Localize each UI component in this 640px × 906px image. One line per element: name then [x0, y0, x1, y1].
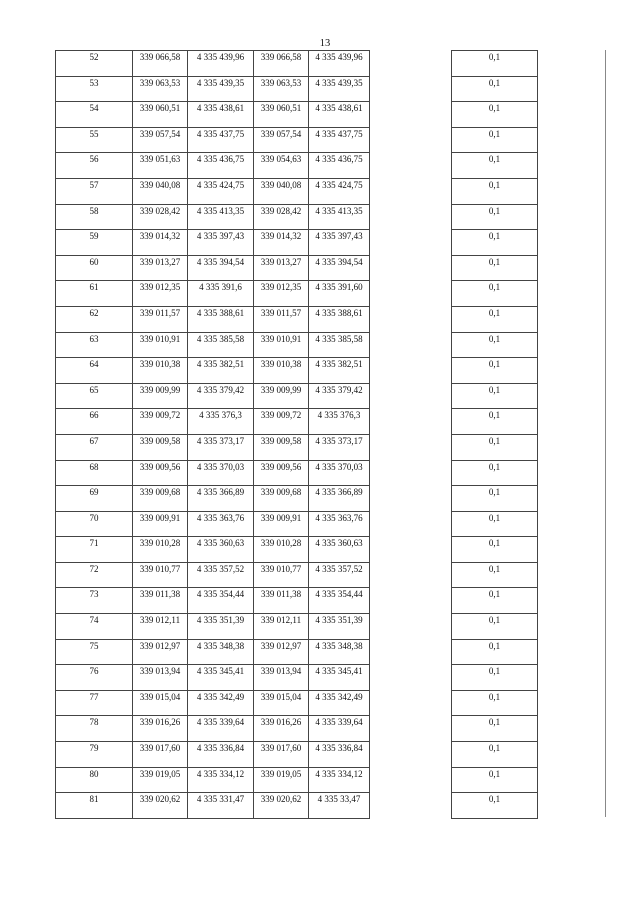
empty-tail-cell	[538, 358, 606, 384]
accuracy-cell: 0,1	[452, 716, 538, 742]
x-coordinate-cell-2: 339 057,54	[254, 127, 309, 153]
y-coordinate-cell-2: 4 335 424,75	[309, 178, 370, 204]
table-row	[56, 255, 606, 281]
empty-gap-cell	[370, 281, 452, 307]
empty-tail-cell	[538, 102, 606, 128]
x-coordinate-cell: 339 014,32	[133, 230, 188, 256]
empty-tail-cell	[538, 383, 606, 409]
y-coordinate-cell-2: 4 335 436,75	[309, 153, 370, 179]
point-number-cell: 76	[56, 665, 133, 691]
accuracy-cell: 0,1	[452, 614, 538, 640]
y-coordinate-cell-2: 4 335 334,12	[309, 767, 370, 793]
point-number-cell: 77	[56, 690, 133, 716]
empty-gap-cell	[370, 332, 452, 358]
table-row	[56, 562, 606, 588]
table-row	[56, 127, 606, 153]
x-coordinate-cell-2: 339 010,28	[254, 537, 309, 563]
empty-gap-cell	[370, 102, 452, 128]
x-coordinate-cell-2: 339 054,63	[254, 153, 309, 179]
table-row	[56, 614, 606, 640]
empty-gap-cell	[370, 230, 452, 256]
empty-gap-cell	[370, 76, 452, 102]
y-coordinate-cell: 4 335 376,3	[188, 409, 254, 435]
x-coordinate-cell-2: 339 019,05	[254, 767, 309, 793]
empty-tail-cell	[538, 409, 606, 435]
accuracy-cell: 0,1	[452, 255, 538, 281]
point-number-cell: 63	[56, 332, 133, 358]
empty-gap-cell	[370, 639, 452, 665]
empty-gap-cell	[370, 665, 452, 691]
y-coordinate-cell: 4 335 331,47	[188, 793, 254, 819]
empty-tail-cell	[538, 434, 606, 460]
accuracy-cell: 0,1	[452, 690, 538, 716]
y-coordinate-cell-2: 4 335 370,03	[309, 460, 370, 486]
y-coordinate-cell: 4 335 424,75	[188, 178, 254, 204]
x-coordinate-cell: 339 011,38	[133, 588, 188, 614]
accuracy-cell: 0,1	[452, 639, 538, 665]
y-coordinate-cell: 4 335 373,17	[188, 434, 254, 460]
y-coordinate-cell: 4 335 439,35	[188, 76, 254, 102]
empty-gap-cell	[370, 562, 452, 588]
empty-gap-cell	[370, 358, 452, 384]
empty-gap-cell	[370, 614, 452, 640]
empty-gap-cell	[370, 742, 452, 768]
y-coordinate-cell-2: 4 335 351,39	[309, 614, 370, 640]
point-number-cell: 74	[56, 614, 133, 640]
table-row	[56, 332, 606, 358]
y-coordinate-cell: 4 335 436,75	[188, 153, 254, 179]
y-coordinate-cell: 4 335 360,63	[188, 537, 254, 563]
x-coordinate-cell: 339 010,28	[133, 537, 188, 563]
empty-tail-cell	[538, 204, 606, 230]
accuracy-cell: 0,1	[452, 306, 538, 332]
table-row	[56, 486, 606, 512]
table-row	[56, 460, 606, 486]
empty-gap-cell	[370, 767, 452, 793]
x-coordinate-cell: 339 012,97	[133, 639, 188, 665]
table-row	[56, 434, 606, 460]
x-coordinate-cell: 339 011,57	[133, 306, 188, 332]
y-coordinate-cell-2: 4 335 363,76	[309, 511, 370, 537]
y-coordinate-cell-2: 4 335 438,61	[309, 102, 370, 128]
y-coordinate-cell-2: 4 335 336,84	[309, 742, 370, 768]
x-coordinate-cell-2: 339 012,97	[254, 639, 309, 665]
accuracy-cell: 0,1	[452, 793, 538, 819]
y-coordinate-cell-2: 4 335 366,89	[309, 486, 370, 512]
y-coordinate-cell: 4 335 354,44	[188, 588, 254, 614]
x-coordinate-cell-2: 339 014,32	[254, 230, 309, 256]
table-row	[56, 690, 606, 716]
x-coordinate-cell-2: 339 009,72	[254, 409, 309, 435]
empty-tail-cell	[538, 793, 606, 819]
table-row	[56, 383, 606, 409]
y-coordinate-cell-2: 4 335 437,75	[309, 127, 370, 153]
y-coordinate-cell-2: 4 335 379,42	[309, 383, 370, 409]
y-coordinate-cell: 4 335 382,51	[188, 358, 254, 384]
empty-gap-cell	[370, 460, 452, 486]
table-row	[56, 716, 606, 742]
table-row	[56, 306, 606, 332]
empty-gap-cell	[370, 486, 452, 512]
right-border-line	[605, 50, 606, 817]
accuracy-cell: 0,1	[452, 332, 538, 358]
y-coordinate-cell-2: 4 335 342,49	[309, 690, 370, 716]
x-coordinate-cell: 339 028,42	[133, 204, 188, 230]
empty-gap-cell	[370, 511, 452, 537]
y-coordinate-cell-2: 4 335 373,17	[309, 434, 370, 460]
point-number-cell: 68	[56, 460, 133, 486]
table-row	[56, 511, 606, 537]
y-coordinate-cell: 4 335 357,52	[188, 562, 254, 588]
empty-gap-cell	[370, 690, 452, 716]
y-coordinate-cell: 4 335 334,12	[188, 767, 254, 793]
empty-tail-cell	[538, 230, 606, 256]
point-number-cell: 79	[56, 742, 133, 768]
empty-tail-cell	[538, 690, 606, 716]
accuracy-cell: 0,1	[452, 588, 538, 614]
x-coordinate-cell: 339 017,60	[133, 742, 188, 768]
point-number-cell: 66	[56, 409, 133, 435]
y-coordinate-cell-2: 4 335 413,35	[309, 204, 370, 230]
x-coordinate-cell-2: 339 012,35	[254, 281, 309, 307]
accuracy-cell: 0,1	[452, 562, 538, 588]
table-row	[56, 281, 606, 307]
x-coordinate-cell-2: 339 040,08	[254, 178, 309, 204]
accuracy-cell: 0,1	[452, 178, 538, 204]
table-row	[56, 588, 606, 614]
x-coordinate-cell: 339 012,35	[133, 281, 188, 307]
point-number-cell: 57	[56, 178, 133, 204]
y-coordinate-cell-2: 4 335 33,47	[309, 793, 370, 819]
y-coordinate-cell-2: 4 335 391,60	[309, 281, 370, 307]
y-coordinate-cell: 4 335 394,54	[188, 255, 254, 281]
point-number-cell: 71	[56, 537, 133, 563]
x-coordinate-cell-2: 339 009,91	[254, 511, 309, 537]
y-coordinate-cell: 4 335 336,84	[188, 742, 254, 768]
empty-tail-cell	[538, 460, 606, 486]
y-coordinate-cell: 4 335 397,43	[188, 230, 254, 256]
x-coordinate-cell: 339 009,58	[133, 434, 188, 460]
x-coordinate-cell: 339 009,72	[133, 409, 188, 435]
x-coordinate-cell-2: 339 028,42	[254, 204, 309, 230]
x-coordinate-cell-2: 339 013,27	[254, 255, 309, 281]
accuracy-cell: 0,1	[452, 409, 538, 435]
empty-tail-cell	[538, 537, 606, 563]
empty-tail-cell	[538, 153, 606, 179]
accuracy-cell: 0,1	[452, 460, 538, 486]
y-coordinate-cell: 4 335 439,96	[188, 51, 254, 77]
x-coordinate-cell: 339 019,05	[133, 767, 188, 793]
empty-tail-cell	[538, 562, 606, 588]
y-coordinate-cell: 4 335 388,61	[188, 306, 254, 332]
point-number-cell: 60	[56, 255, 133, 281]
empty-gap-cell	[370, 51, 452, 77]
empty-tail-cell	[538, 665, 606, 691]
y-coordinate-cell: 4 335 379,42	[188, 383, 254, 409]
empty-gap-cell	[370, 537, 452, 563]
y-coordinate-cell: 4 335 342,49	[188, 690, 254, 716]
point-number-cell: 75	[56, 639, 133, 665]
x-coordinate-cell: 339 009,68	[133, 486, 188, 512]
x-coordinate-cell: 339 015,04	[133, 690, 188, 716]
empty-tail-cell	[538, 76, 606, 102]
point-number-cell: 54	[56, 102, 133, 128]
empty-gap-cell	[370, 204, 452, 230]
y-coordinate-cell-2: 4 335 388,61	[309, 306, 370, 332]
x-coordinate-cell-2: 339 015,04	[254, 690, 309, 716]
accuracy-cell: 0,1	[452, 665, 538, 691]
coordinates-table	[55, 50, 606, 819]
point-number-cell: 80	[56, 767, 133, 793]
table-row	[56, 178, 606, 204]
table-row	[56, 51, 606, 77]
empty-gap-cell	[370, 793, 452, 819]
page-number: 13	[319, 38, 331, 49]
y-coordinate-cell: 4 335 339,64	[188, 716, 254, 742]
y-coordinate-cell-2: 4 335 348,38	[309, 639, 370, 665]
y-coordinate-cell-2: 4 335 439,96	[309, 51, 370, 77]
x-coordinate-cell-2: 339 016,26	[254, 716, 309, 742]
x-coordinate-cell: 339 016,26	[133, 716, 188, 742]
x-coordinate-cell-2: 339 020,62	[254, 793, 309, 819]
y-coordinate-cell: 4 335 437,75	[188, 127, 254, 153]
accuracy-cell: 0,1	[452, 383, 538, 409]
table-row	[56, 665, 606, 691]
empty-gap-cell	[370, 588, 452, 614]
y-coordinate-cell: 4 335 363,76	[188, 511, 254, 537]
table-row	[56, 153, 606, 179]
x-coordinate-cell-2: 339 010,91	[254, 332, 309, 358]
empty-tail-cell	[538, 178, 606, 204]
y-coordinate-cell: 4 335 385,58	[188, 332, 254, 358]
empty-tail-cell	[538, 716, 606, 742]
y-coordinate-cell-2: 4 335 354,44	[309, 588, 370, 614]
x-coordinate-cell-2: 339 013,94	[254, 665, 309, 691]
x-coordinate-cell: 339 060,51	[133, 102, 188, 128]
y-coordinate-cell: 4 335 345,41	[188, 665, 254, 691]
table-row	[56, 102, 606, 128]
table-row	[56, 409, 606, 435]
empty-tail-cell	[538, 614, 606, 640]
x-coordinate-cell: 339 020,62	[133, 793, 188, 819]
empty-gap-cell	[370, 153, 452, 179]
y-coordinate-cell: 4 335 348,38	[188, 639, 254, 665]
y-coordinate-cell-2: 4 335 345,41	[309, 665, 370, 691]
x-coordinate-cell-2: 339 009,58	[254, 434, 309, 460]
x-coordinate-cell-2: 339 009,56	[254, 460, 309, 486]
empty-tail-cell	[538, 767, 606, 793]
x-coordinate-cell-2: 339 017,60	[254, 742, 309, 768]
empty-gap-cell	[370, 383, 452, 409]
empty-gap-cell	[370, 434, 452, 460]
empty-tail-cell	[538, 742, 606, 768]
point-number-cell: 52	[56, 51, 133, 77]
x-coordinate-cell: 339 012,11	[133, 614, 188, 640]
table-row	[56, 537, 606, 563]
point-number-cell: 59	[56, 230, 133, 256]
point-number-cell: 62	[56, 306, 133, 332]
table-row	[56, 742, 606, 768]
accuracy-cell: 0,1	[452, 511, 538, 537]
x-coordinate-cell-2: 339 010,38	[254, 358, 309, 384]
x-coordinate-cell: 339 010,77	[133, 562, 188, 588]
empty-tail-cell	[538, 306, 606, 332]
x-coordinate-cell: 339 009,99	[133, 383, 188, 409]
y-coordinate-cell-2: 4 335 439,35	[309, 76, 370, 102]
y-coordinate-cell: 4 335 351,39	[188, 614, 254, 640]
accuracy-cell: 0,1	[452, 153, 538, 179]
table-row	[56, 793, 606, 819]
point-number-cell: 55	[56, 127, 133, 153]
empty-gap-cell	[370, 306, 452, 332]
x-coordinate-cell-2: 339 011,57	[254, 306, 309, 332]
x-coordinate-cell-2: 339 011,38	[254, 588, 309, 614]
y-coordinate-cell-2: 4 335 382,51	[309, 358, 370, 384]
y-coordinate-cell-2: 4 335 385,58	[309, 332, 370, 358]
accuracy-cell: 0,1	[452, 486, 538, 512]
empty-gap-cell	[370, 178, 452, 204]
table-row	[56, 230, 606, 256]
x-coordinate-cell: 339 009,91	[133, 511, 188, 537]
empty-gap-cell	[370, 255, 452, 281]
point-number-cell: 78	[56, 716, 133, 742]
point-number-cell: 67	[56, 434, 133, 460]
empty-tail-cell	[538, 51, 606, 77]
table-row	[56, 639, 606, 665]
x-coordinate-cell: 339 013,27	[133, 255, 188, 281]
table-row	[56, 358, 606, 384]
table-row	[56, 767, 606, 793]
empty-tail-cell	[538, 127, 606, 153]
table-row	[56, 76, 606, 102]
accuracy-cell: 0,1	[452, 51, 538, 77]
point-number-cell: 70	[56, 511, 133, 537]
accuracy-cell: 0,1	[452, 742, 538, 768]
empty-tail-cell	[538, 639, 606, 665]
empty-gap-cell	[370, 409, 452, 435]
x-coordinate-cell-2: 339 060,51	[254, 102, 309, 128]
accuracy-cell: 0,1	[452, 281, 538, 307]
empty-tail-cell	[538, 332, 606, 358]
point-number-cell: 69	[56, 486, 133, 512]
empty-tail-cell	[538, 486, 606, 512]
x-coordinate-cell: 339 010,91	[133, 332, 188, 358]
x-coordinate-cell-2: 339 063,53	[254, 76, 309, 102]
x-coordinate-cell: 339 010,38	[133, 358, 188, 384]
y-coordinate-cell-2: 4 335 339,64	[309, 716, 370, 742]
x-coordinate-cell: 339 051,63	[133, 153, 188, 179]
point-number-cell: 56	[56, 153, 133, 179]
y-coordinate-cell: 4 335 438,61	[188, 102, 254, 128]
accuracy-cell: 0,1	[452, 230, 538, 256]
y-coordinate-cell: 4 335 366,89	[188, 486, 254, 512]
accuracy-cell: 0,1	[452, 76, 538, 102]
point-number-cell: 58	[56, 204, 133, 230]
y-coordinate-cell-2: 4 335 357,52	[309, 562, 370, 588]
accuracy-cell: 0,1	[452, 127, 538, 153]
table-row	[56, 204, 606, 230]
x-coordinate-cell: 339 040,08	[133, 178, 188, 204]
y-coordinate-cell-2: 4 335 397,43	[309, 230, 370, 256]
accuracy-cell: 0,1	[452, 102, 538, 128]
x-coordinate-cell: 339 063,53	[133, 76, 188, 102]
x-coordinate-cell-2: 339 009,99	[254, 383, 309, 409]
y-coordinate-cell: 4 335 413,35	[188, 204, 254, 230]
y-coordinate-cell-2: 4 335 394,54	[309, 255, 370, 281]
point-number-cell: 81	[56, 793, 133, 819]
y-coordinate-cell-2: 4 335 376,3	[309, 409, 370, 435]
empty-tail-cell	[538, 281, 606, 307]
point-number-cell: 72	[56, 562, 133, 588]
empty-gap-cell	[370, 716, 452, 742]
point-number-cell: 73	[56, 588, 133, 614]
x-coordinate-cell: 339 066,58	[133, 51, 188, 77]
point-number-cell: 61	[56, 281, 133, 307]
accuracy-cell: 0,1	[452, 537, 538, 563]
point-number-cell: 64	[56, 358, 133, 384]
coordinates-table-body	[56, 51, 606, 819]
accuracy-cell: 0,1	[452, 358, 538, 384]
empty-tail-cell	[538, 511, 606, 537]
empty-tail-cell	[538, 255, 606, 281]
x-coordinate-cell-2: 339 012,11	[254, 614, 309, 640]
y-coordinate-cell-2: 4 335 360,63	[309, 537, 370, 563]
x-coordinate-cell-2: 339 066,58	[254, 51, 309, 77]
point-number-cell: 65	[56, 383, 133, 409]
empty-tail-cell	[538, 588, 606, 614]
point-number-cell: 53	[56, 76, 133, 102]
y-coordinate-cell: 4 335 370,03	[188, 460, 254, 486]
x-coordinate-cell: 339 013,94	[133, 665, 188, 691]
y-coordinate-cell: 4 335 391,6	[188, 281, 254, 307]
x-coordinate-cell: 339 057,54	[133, 127, 188, 153]
x-coordinate-cell-2: 339 010,77	[254, 562, 309, 588]
x-coordinate-cell-2: 339 009,68	[254, 486, 309, 512]
accuracy-cell: 0,1	[452, 767, 538, 793]
accuracy-cell: 0,1	[452, 204, 538, 230]
x-coordinate-cell: 339 009,56	[133, 460, 188, 486]
empty-gap-cell	[370, 127, 452, 153]
accuracy-cell: 0,1	[452, 434, 538, 460]
